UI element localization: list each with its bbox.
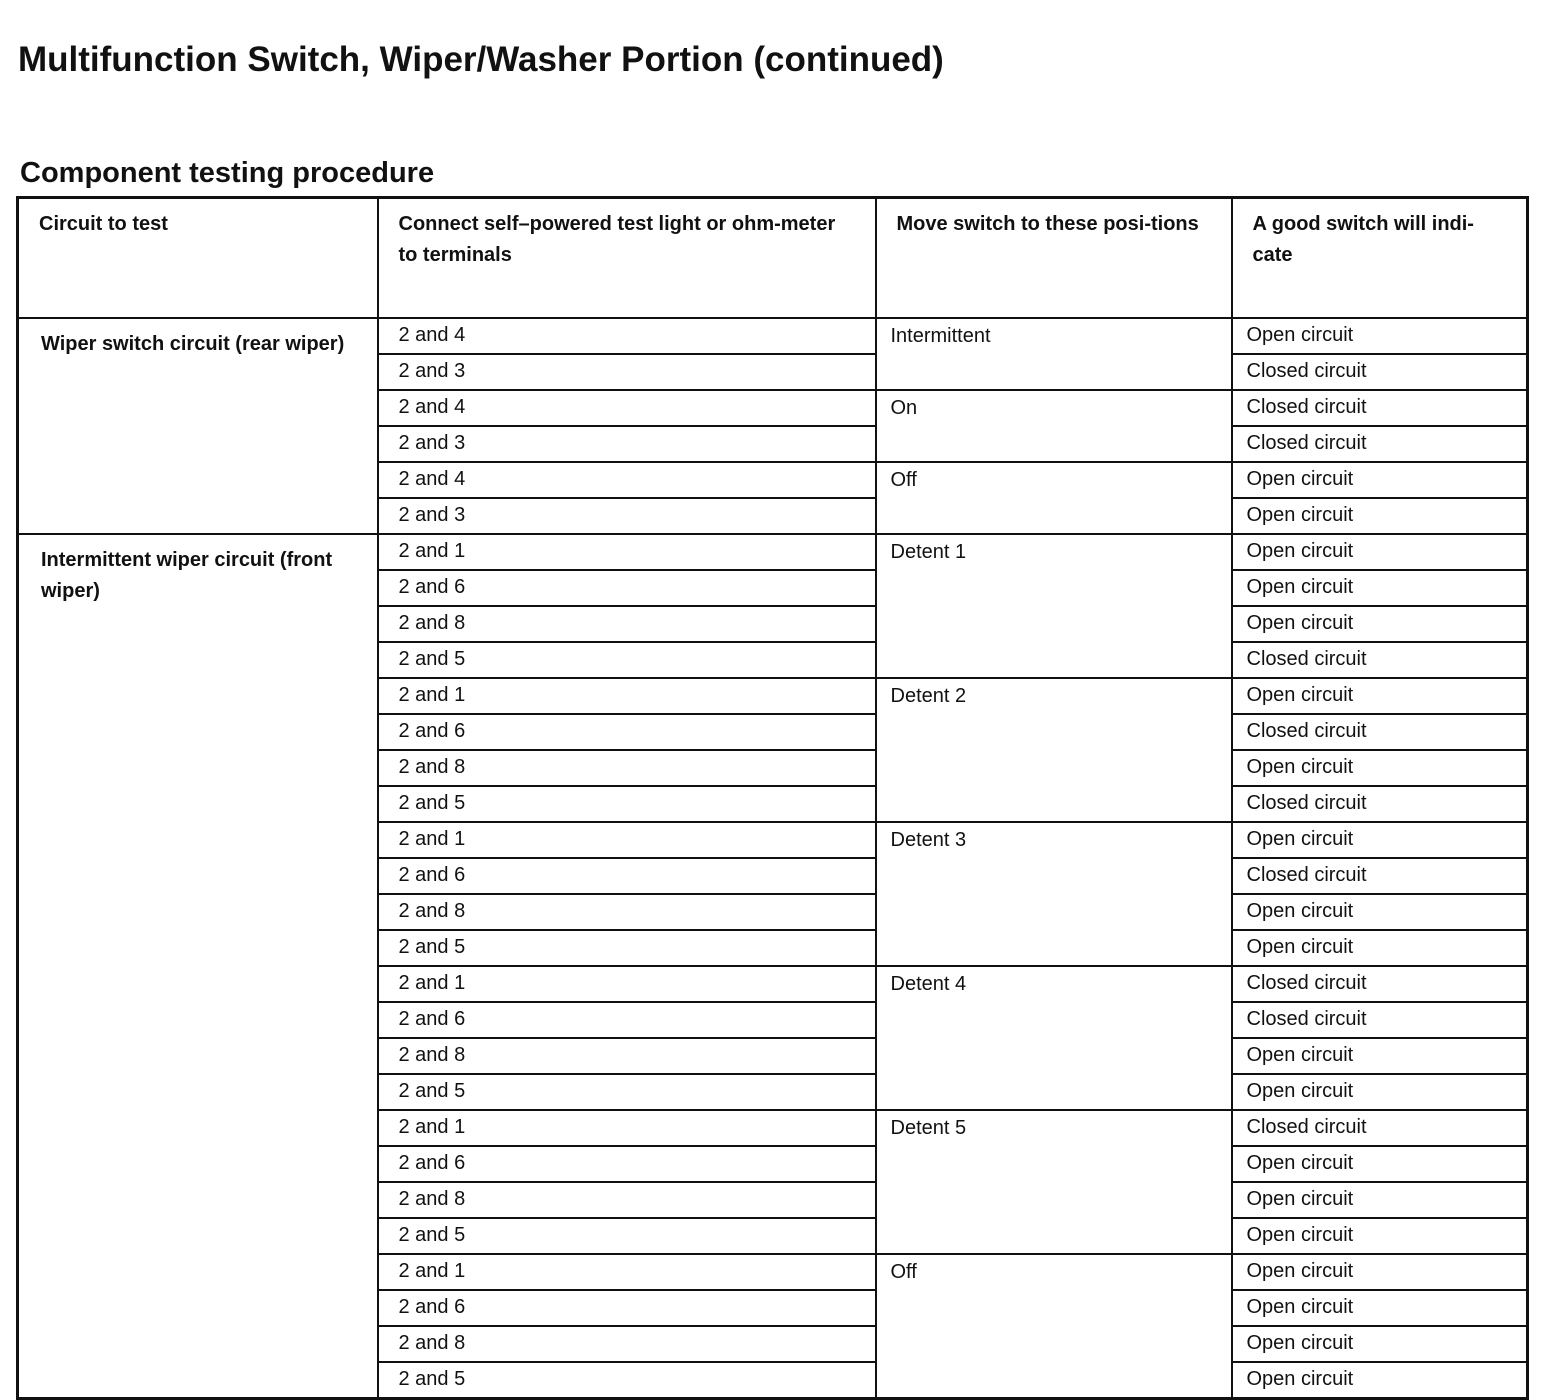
terminals-cell: 2 and 1 [378, 1110, 876, 1146]
terminals-cell: 2 and 1 [378, 966, 876, 1002]
switch-position-cell: Intermittent [876, 318, 1232, 390]
indication-cell: Open circuit [1232, 822, 1528, 858]
terminals-cell: 2 and 8 [378, 750, 876, 786]
terminals-cell: 2 and 4 [378, 462, 876, 498]
header-row [18, 198, 1528, 319]
table-row [18, 534, 1528, 570]
header-switch-positions: Move switch to these posi-tions [876, 198, 1232, 319]
header-circuit-to-test: Circuit to test [18, 198, 378, 319]
indication-cell: Open circuit [1232, 750, 1528, 786]
switch-position-cell: Detent 2 [876, 678, 1232, 822]
indication-cell: Open circuit [1232, 534, 1528, 570]
switch-position-cell: Off [876, 462, 1232, 534]
indication-cell: Open circuit [1232, 318, 1528, 354]
terminals-cell: 2 and 8 [378, 606, 876, 642]
terminals-cell: 2 and 6 [378, 1290, 876, 1326]
terminals-cell: 2 and 6 [378, 858, 876, 894]
page-title: Multifunction Switch, Wiper/Washer Portion (continued) [18, 40, 944, 79]
terminals-cell: 2 and 6 [378, 570, 876, 606]
table-row [18, 318, 1528, 354]
terminals-cell: 2 and 3 [378, 498, 876, 534]
indication-cell: Closed circuit [1232, 390, 1528, 426]
table-body [18, 318, 1528, 1399]
indication-cell: Open circuit [1232, 1146, 1528, 1182]
component-testing-table [16, 196, 1529, 1400]
header-terminals: Connect self–powered test light or ohm-meter to terminals [378, 198, 876, 319]
terminals-cell: 2 and 1 [378, 822, 876, 858]
indication-cell: Open circuit [1232, 1218, 1528, 1254]
indication-cell: Closed circuit [1232, 966, 1528, 1002]
terminals-cell: 2 and 6 [378, 1146, 876, 1182]
indication-cell: Open circuit [1232, 606, 1528, 642]
switch-position-cell: On [876, 390, 1232, 462]
switch-position-cell: Detent 5 [876, 1110, 1232, 1254]
indication-cell: Closed circuit [1232, 714, 1528, 750]
indication-cell: Closed circuit [1232, 1110, 1528, 1146]
terminals-cell: 2 and 4 [378, 390, 876, 426]
terminals-cell: 2 and 5 [378, 1074, 876, 1110]
indication-cell: Open circuit [1232, 1290, 1528, 1326]
terminals-cell: 2 and 8 [378, 1182, 876, 1218]
switch-position-cell: Detent 4 [876, 966, 1232, 1110]
terminals-cell: 2 and 8 [378, 1326, 876, 1362]
terminals-cell: 2 and 4 [378, 318, 876, 354]
indication-cell: Closed circuit [1232, 858, 1528, 894]
switch-position-cell: Detent 3 [876, 822, 1232, 966]
indication-cell: Open circuit [1232, 570, 1528, 606]
circuit-to-test-cell: Wiper switch circuit (rear wiper) [18, 318, 378, 534]
switch-position-cell: Off [876, 1254, 1232, 1399]
indication-cell: Closed circuit [1232, 786, 1528, 822]
terminals-cell: 2 and 3 [378, 354, 876, 390]
terminals-cell: 2 and 1 [378, 1254, 876, 1290]
indication-cell: Open circuit [1232, 1254, 1528, 1290]
terminals-cell: 2 and 5 [378, 1218, 876, 1254]
indication-cell: Closed circuit [1232, 426, 1528, 462]
terminals-cell: 2 and 1 [378, 678, 876, 714]
terminals-cell: 2 and 6 [378, 1002, 876, 1038]
indication-cell: Open circuit [1232, 498, 1528, 534]
terminals-cell: 2 and 6 [378, 714, 876, 750]
terminals-cell: 2 and 5 [378, 786, 876, 822]
indication-cell: Open circuit [1232, 930, 1528, 966]
indication-cell: Open circuit [1232, 1362, 1528, 1399]
terminals-cell: 2 and 3 [378, 426, 876, 462]
header-good-switch-indication: A good switch will indi-cate [1232, 198, 1528, 319]
terminals-cell: 2 and 8 [378, 894, 876, 930]
circuit-to-test-cell: Intermittent wiper circuit (front wiper) [18, 534, 378, 1399]
terminals-cell: 2 and 8 [378, 1038, 876, 1074]
terminals-cell: 2 and 1 [378, 534, 876, 570]
indication-cell: Open circuit [1232, 1038, 1528, 1074]
indication-cell: Open circuit [1232, 1074, 1528, 1110]
indication-cell: Closed circuit [1232, 354, 1528, 390]
indication-cell: Open circuit [1232, 678, 1528, 714]
switch-position-cell: Detent 1 [876, 534, 1232, 678]
indication-cell: Open circuit [1232, 894, 1528, 930]
indication-cell: Closed circuit [1232, 642, 1528, 678]
indication-cell: Open circuit [1232, 1326, 1528, 1362]
terminals-cell: 2 and 5 [378, 642, 876, 678]
indication-cell: Closed circuit [1232, 1002, 1528, 1038]
terminals-cell: 2 and 5 [378, 1362, 876, 1399]
indication-cell: Open circuit [1232, 1182, 1528, 1218]
terminals-cell: 2 and 5 [378, 930, 876, 966]
section-subtitle: Component testing procedure [20, 157, 435, 189]
indication-cell: Open circuit [1232, 462, 1528, 498]
